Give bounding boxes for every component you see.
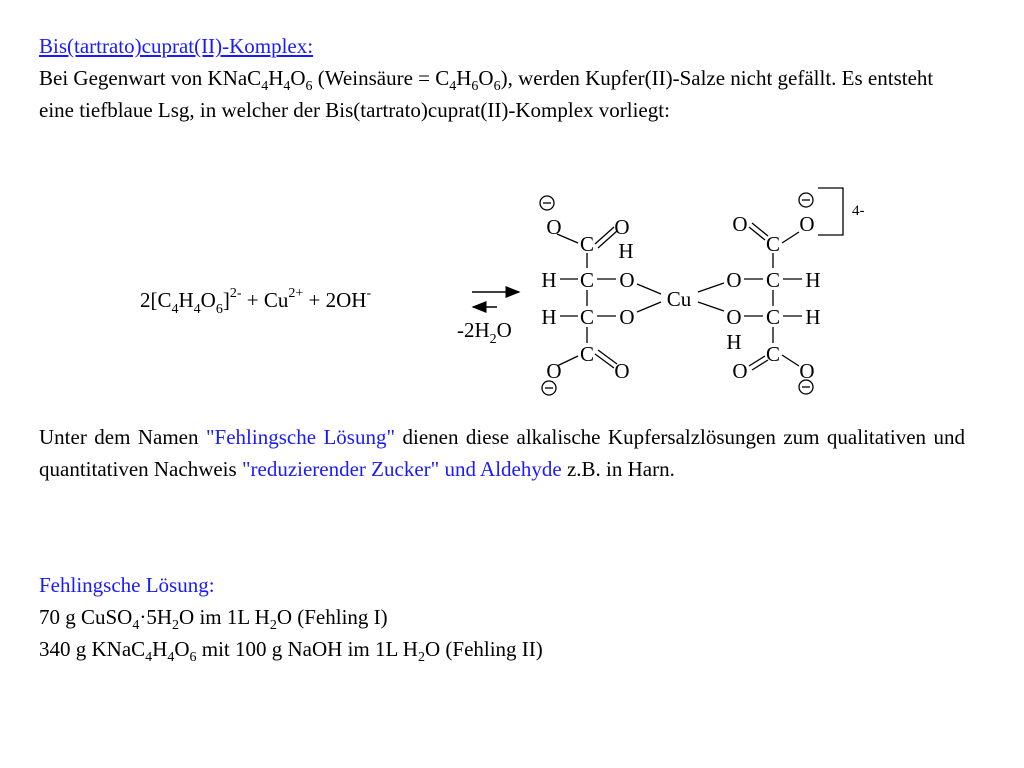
r2-s2: 4 — [167, 650, 175, 666]
intro-sub-4: 4 — [449, 79, 457, 95]
atom-c-4: C — [579, 342, 595, 366]
byproduct-water: $-2H_2O$ — [457, 318, 512, 347]
intro-text-3: O — [290, 66, 306, 90]
atom-c-3: C — [579, 305, 595, 329]
intro-text-2: H — [268, 66, 284, 90]
r2-s4: 2 — [417, 650, 425, 666]
intro-text-4: (Weinsäure = C — [312, 66, 450, 90]
recipe-fehling-2 — [39, 633, 965, 665]
r1-s1: 4 — [132, 618, 140, 634]
atom-o-9: O — [726, 268, 742, 292]
r2-t4: mit 100 g NaOH im 1L H — [196, 637, 418, 661]
atom-c-6: C — [765, 268, 781, 292]
r1-s3: 2 — [269, 618, 277, 634]
r1-s2: 2 — [172, 618, 180, 634]
intro-sub-3: 6 — [305, 79, 313, 95]
r2-s1: 4 — [145, 650, 153, 666]
atom-o-11: O — [732, 359, 748, 383]
r2-t5: O (Fehling II) — [424, 637, 543, 661]
intro-text-5: H — [456, 66, 472, 90]
complex-charge: 4- — [852, 203, 865, 219]
atom-o-4: O — [619, 305, 635, 329]
atom-o-6: O — [614, 359, 630, 383]
intro-text-1: Bei Gegenwart von KNaC — [39, 66, 262, 90]
fehling-description — [39, 421, 965, 485]
desc-text-2: dienen diese alkalische Kupfersalzlösungen zum qualitativen und quantitativen Nachweis — [39, 425, 965, 481]
complex-heading: Bis(tartrato)cuprat(II)-Komplex: — [39, 34, 314, 58]
atom-o-7: O — [732, 212, 748, 236]
atom-cu: Cu — [666, 287, 692, 311]
atom-o-12: O — [799, 359, 815, 383]
atom-o-2: O — [614, 215, 630, 239]
atom-o-1: O — [546, 215, 562, 239]
atom-o-5: O — [546, 359, 562, 383]
atom-c-1: C — [579, 232, 595, 256]
intro-text-7: ), werden Kupfer(II)-Salze nicht gefällt. Es entsteht eine tiefblaue Lsg, in welcher der Bis(tartrato)cuprat(II)-Komplex vorliegt: — [39, 66, 934, 122]
r1-t1: 70 g CuSO — [39, 605, 133, 629]
recipe-heading: Fehlingsche Lösung: — [39, 573, 215, 597]
r2-t3: O — [174, 637, 190, 661]
atom-h-5: H — [805, 305, 821, 329]
atom-o-10: O — [726, 305, 742, 329]
atom-h-2: H — [541, 268, 557, 292]
fehling-recipe — [39, 569, 965, 665]
atom-o-8: O — [799, 212, 815, 236]
atom-h-3: H — [541, 305, 557, 329]
atom-h-6: H — [726, 330, 742, 354]
desc-text-1: Unter dem Namen — [39, 425, 199, 449]
r1-t2: ·5H — [139, 605, 173, 629]
intro-text-6: O — [478, 66, 494, 90]
reaction-lhs: $2[C_4H_4O_6]^{2-} + Cu^{2+} + 2OH^-$ — [140, 286, 372, 317]
desc-highlight-fehling: "Fehlingsche Lösung" — [205, 425, 396, 449]
recipe-fehling-1 — [39, 601, 965, 633]
atom-o-3: O — [619, 268, 635, 292]
atom-c-2: C — [579, 268, 595, 292]
r2-t2: H — [152, 637, 168, 661]
desc-text-3: z.B. in Harn. — [566, 457, 675, 481]
desc-highlight-sugars: "reduzierender Zucker" und Aldehyde — [241, 457, 562, 481]
intro-sub-6: 6 — [493, 79, 501, 95]
r1-t3: O im 1L H — [179, 605, 270, 629]
atom-c-7: C — [765, 305, 781, 329]
intro-sub-1: 4 — [261, 79, 269, 95]
atom-c-5: C — [765, 232, 781, 256]
atom-h-1: H — [618, 239, 634, 263]
atom-c-8: C — [765, 342, 781, 366]
r1-t4: O (Fehling I) — [276, 605, 388, 629]
atom-h-4: H — [805, 268, 821, 292]
r2-s3: 6 — [189, 650, 197, 666]
complex-atoms — [541, 212, 820, 383]
intro-sub-5: 6 — [471, 79, 479, 95]
r2-t1: 340 g KNaC — [39, 637, 146, 661]
intro-sub-2: 4 — [283, 79, 291, 95]
